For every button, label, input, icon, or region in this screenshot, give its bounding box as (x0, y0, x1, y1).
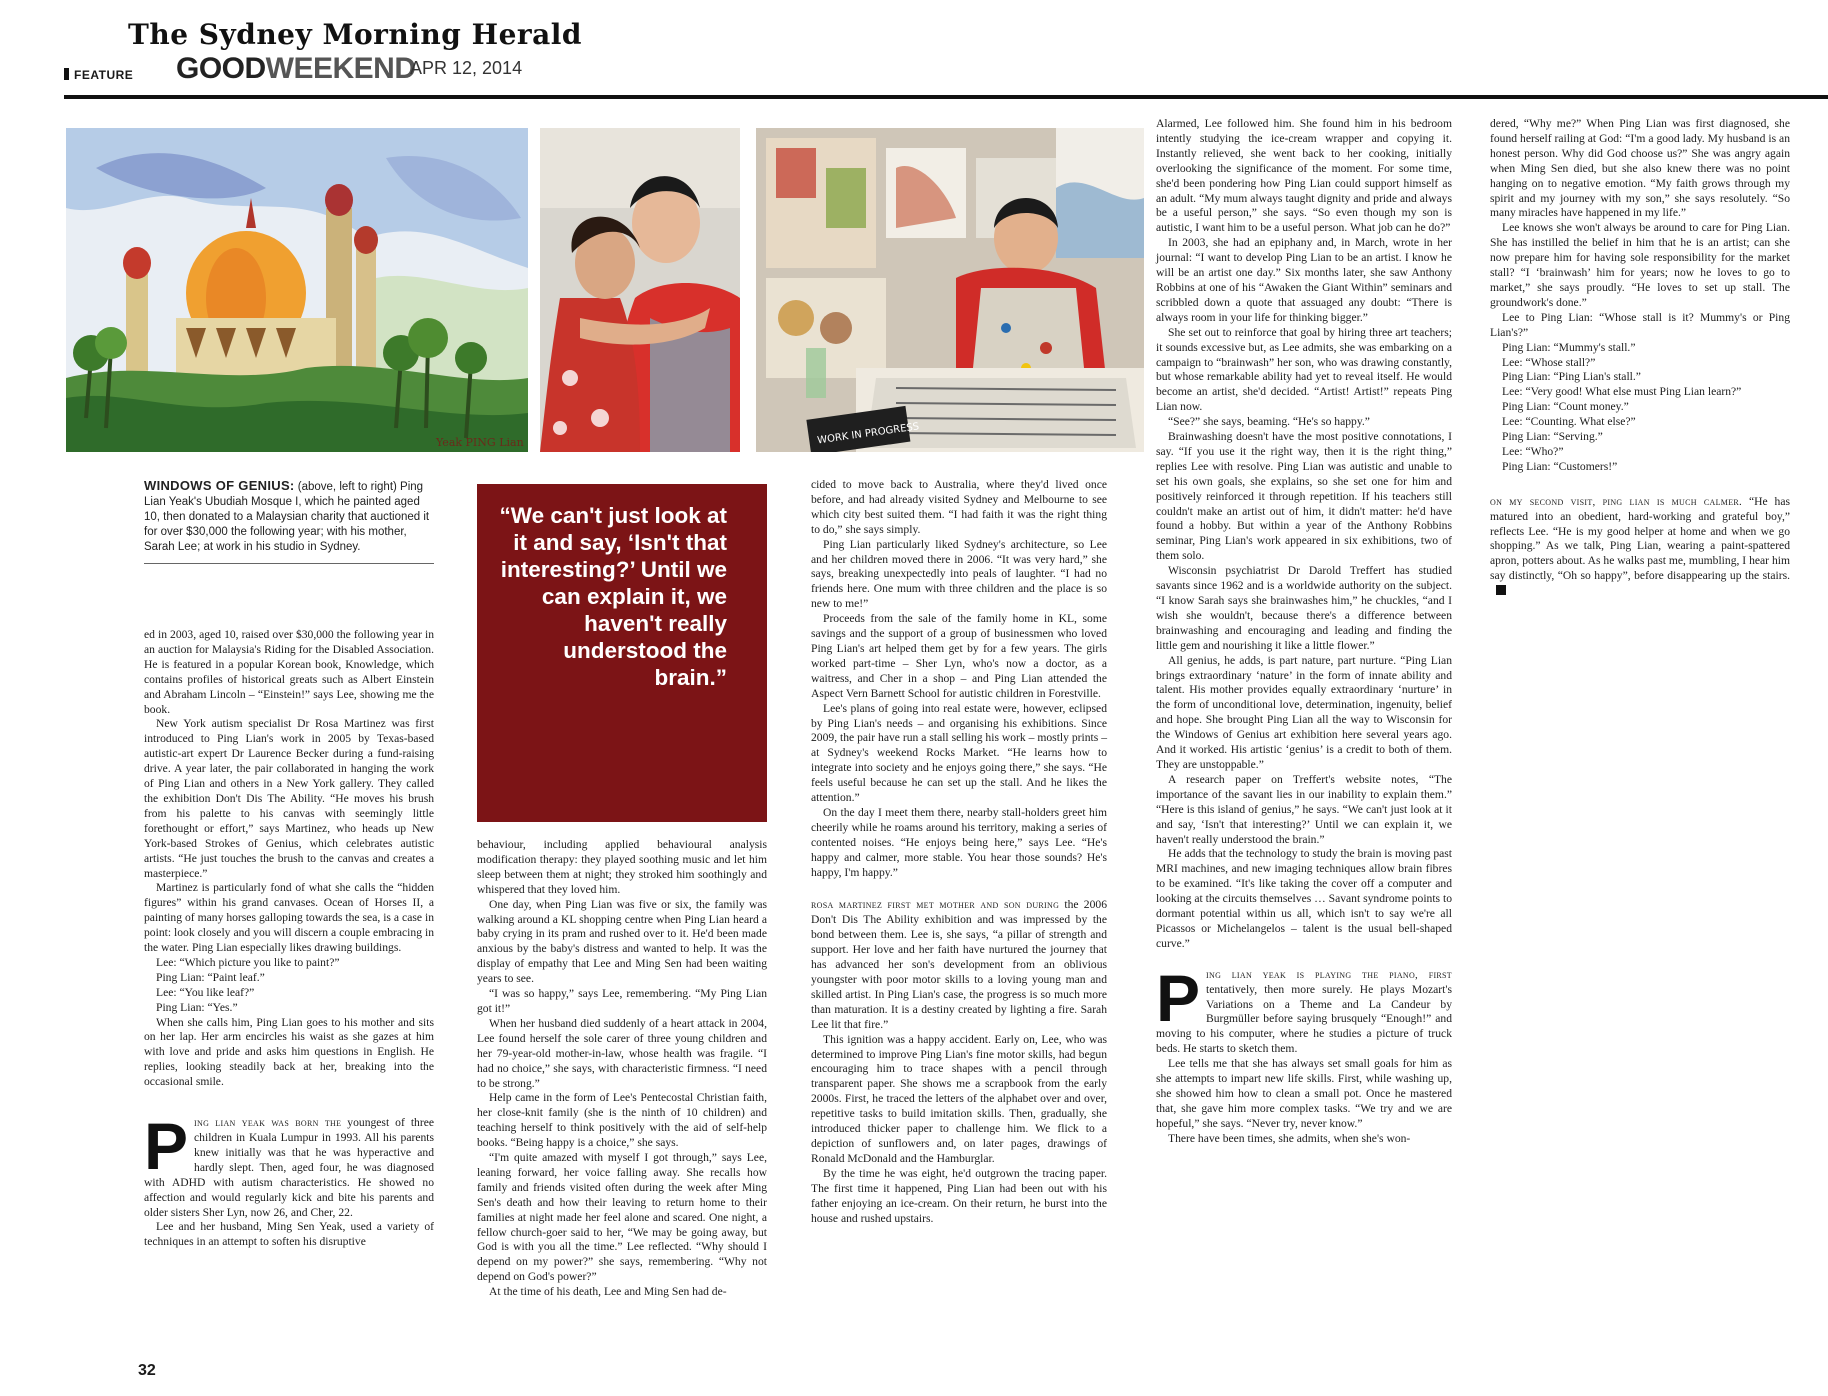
dialog-line: Ping Lian: “Customers!” (1502, 459, 1618, 473)
newspaper-masthead: The Sydney Morning Herald (128, 18, 582, 51)
col3-paragraph: Lee's plans of going into real estate were, however, eclipsed by Ping Lian's needs – and organising his exhibitions. Since 2009, the pair have run a stall selling his work – mostly prints – at Sydney's weekend Rocks Market. “He learns how to integrate into society and he enjoys going there,” she says. “He feels useful because he can set up the stall. And he likes the attention.” (811, 701, 1107, 805)
col4-paragraph: Brainwashing doesn't have the most positive connotations, I say. “If you use it the right way, then it is the right thing,” replies Lee with resolve. Ping Lian was autistic and unable to set his own goals, she explains, so she set one for him and positively reinforced it through repetition. If his teachers still couldn't make an artist out of him, it didn't matter: he'd have found a hobby. But within a year of the Anthony Robbins seminar, Ping Lian's work appeared in six exhibitions, two of them solo. (1156, 430, 1452, 563)
col2-paragraph: behaviour, including applied behavioural analysis modification therapy: they played soothing music and let him sleep between them at night; they stroked him soothingly and whispered that they loved him. (477, 838, 767, 896)
dialog-line: Lee: “Whose stall?” (1502, 355, 1596, 369)
magazine-logo-weekend: WEEKEND (265, 52, 416, 85)
col4-paragraph: There have been times, she admits, when she's won- (1168, 1131, 1411, 1145)
masthead-rule (64, 95, 1828, 99)
col4-paragraph: He adds that the technology to study the brain is moving past MRI machines, and new imaging techniques allow brain fibres to be examined. “It's like taking the cover off a computer and looking at the circuits themselves … Savant syndrome points to dormant potential within us all, which isn't to say we're all Picassos or Michelangelos – talent is the usual bell-shaped curve.” (1156, 847, 1452, 950)
photo-ubudiah-mosque-painting (66, 128, 528, 452)
dialog-line: Lee: “Who?” (1502, 444, 1564, 458)
dialog-line: Ping Lian: “Yes.” (156, 1000, 238, 1014)
page-number: 32 (138, 1362, 156, 1379)
article-column-3 (811, 478, 1107, 1226)
col5-paragraph: “He has matured into an obedient, hard-working and grateful boy,” reflects Lee. “He is my good helper at home and when we go shopping.” As we talk, Ping Lian, wearing a paint-spattered apron, potters about. As he walks past me, mumbling, I hear him say distinctly, “Oh so happy”, before disappearing up the stairs. (1490, 494, 1790, 583)
col4-paragraph: Alarmed, Lee followed him. She found him in his bedroom intently studying the ice-cream wrapper and copying it. Instantly relieved, she went back to her cooking, initially overlooking the significance of the moment. For some time, she'd been pondering how Ping Lian could support himself as an adult. “My mum always taught dignity and pride and always be a useful person,” she says. “So even though my son is autistic, I want him to be a useful person. What job can he do?” (1156, 117, 1452, 235)
section-lead-in: ing lian yeak is playing the piano, first (1206, 968, 1452, 981)
col3-paragraph: the 2006 Don't Dis The Ability exhibition and was impressed by the bond between them. Lee is, she says, “a pillar of strength and support. Her love and her faith have nurtured the journey that has advanced her son's development from an oblivious youngster with poor motor skills to a loving young man and skilled artist. In Ping Lian's case, the progress is so much more than maturation. It is a destiny created by lighting a fire. Sarah Lee lit that fire.” (811, 898, 1107, 1031)
caption-heading: WINDOWS OF GENIUS: (144, 478, 295, 493)
article-column-1 (144, 628, 434, 1250)
col4-paragraph: A research paper on Treffert's website notes, “The importance of the savant lies in our inability to explain them.” “Here is this island of genius,” he says. “We can't just look at it and say, ‘Isn't that interesting?’ Until we can explain it, we haven't really understood the brain.” (1156, 772, 1452, 846)
portrait-illustration (540, 128, 740, 452)
col3-paragraph: cided to move back to Australia, where they'd lived once before, and had already visited Sydney and Melbourne to see which city best suited them. “I had faith it was the right thing to do,” she says simply. (811, 478, 1107, 536)
pull-quote-box (477, 484, 767, 822)
section-opening (144, 1109, 434, 1220)
col2-paragraph: When her husband died suddenly of a heart attack in 2004, Lee found herself the sole carer of three young children and her 79-year-old mother-in-law, whose health was fragile. “I had no choice,” she says, with characteristic firmness. “I need to be strong.” (477, 1016, 767, 1090)
photo-caption (144, 478, 434, 555)
end-mark-icon (1496, 585, 1506, 595)
photo-artist-in-studio (756, 128, 1144, 452)
dialog-line: Lee: “Which picture you like to paint?” (156, 955, 340, 969)
col3-paragraph: Ping Lian particularly liked Sydney's architecture, so Lee and her children moved there in 2006. “It was very hard,” she says, breaking unexpectedly into peals of laughter. “I had no friends here. One mum with three children and the place is so new to me!” (811, 537, 1107, 611)
section-tag (64, 68, 133, 82)
col4-paragraph: tentatively, then more surely. He plays Mozart's Variations on a Theme and La Candeur by Burgmüller before saying brusquely “Enough!” and moving to his computer, where he studies a picture of truck beds. He starts to sketch them. (1156, 982, 1452, 1056)
col1-paragraph: New York autism specialist Dr Rosa Martinez was first introduced to Ping Lian's work in 2005 by Texas-based autistic-art expert Dr Laurence Becker during a fund-raising drive. A year later, the pair collaborated in hanging the work of Ping Lian and others in a New York gallery. They called the exhibition Don't Dis The Ability. “He moves his brush from his palette to his canvas with seemingly little forethought or effort,” says Martinez, who heads up New York-based Strokes of Genius, which celebrates autistic artists. “He just touches the brush to the canvas and creates a masterpiece.” (144, 717, 434, 880)
col1-paragraph: youngest of three children in Kuala Lumpur in 1993. All his parents knew initially was that he was hyperactive and hardly slept. Then, aged four, he was diagnosed with ADHD with autism characteristics. He showed no affection and would regularly kick and bite his parents and older sisters Sher Lyn, now 26, and Cher, 22. (144, 1116, 434, 1219)
col2-paragraph: “I'm quite amazed with myself I got through,” says Lee, leaning forward, her voice falling away. She recalls how family and friends visited often during the week after Ming Sen's death and how their leaving to return home to their families at night made her feel alone and scared. One night, a fellow church-goer said to her, “We may be going away, but God is with you all the time.” Lee reflected. “Why should I depend on my power?” she says, remembering. “Why not depend on God's power?” (477, 1151, 767, 1284)
section-lead-in: on my second visit, ping lian is much calmer. (1490, 495, 1743, 508)
col4-paragraph: Wisconsin psychiatrist Dr Darold Treffert has studied savants since 1962 and is a worldwide authority on the subject. “I know Sarah says she brainwashes him,” he chuckles, “and I wish she wouldn't, because there's a difference between brainwashing and encouraging and leading and finding the little gem and nourishing it like a little flower.” (1156, 564, 1452, 652)
article-column-4 (1156, 117, 1452, 1147)
article-column-5 (1490, 117, 1790, 599)
col3-paragraph: Proceeds from the sale of the family home in KL, some savings and the support of a group of businessmen who loved Ping Lian's art helped them get by for a few years. The girls worked part-time – Sher Lyn, who's now a doctor, as a waitress, and Cher in a shop – and Ping Lian attended the Aspect Vern Barnett School for autistic children in Forestville. (811, 612, 1107, 700)
painting-signature: Yeak PING Lian (436, 436, 524, 449)
dialog-line: Ping Lian: “Count money.” (1502, 400, 1629, 414)
section-square-icon (64, 68, 69, 80)
article-column-2 (477, 838, 767, 1300)
issue-date: APR 12, 2014 (410, 58, 523, 78)
caption-text: (above, left to right) Ping Lian Yeak's Ubudiah Mosque I, which he painted aged 10, then donated to a Malaysian charity that auctioned it for over $30,000 the following year; with his mother, Sarah Lee; at work in his studio in Sydney. (144, 481, 430, 553)
work-in-progress-sign: WORK IN PROGRESS (816, 421, 920, 447)
col4-paragraph: She set out to reinforce that goal by hiring three art teachers; it sounds excessive but, as Lee admits, she was embarking on a campaign to “brainwash” her son, who was drawing constantly, but whose remarkable ability had yet to reveal itself. He would become an artist, she'd decided. “Artist! Artist!” repeats Ping Lian now. (1156, 325, 1452, 414)
dialog-line: Ping Lian: “Ping Lian's stall.” (1502, 370, 1641, 384)
col5-paragraph: Lee knows she won't always be around to care for Ping Lian. She has instilled the belief in him that he is an artist; can she now prepare him for having sole responsibility for the market stall? “I ‘brainwash’ him for years; now he loves to go to market,” she says proudly. “He loves to set up stall. The groundwork's done.” (1490, 221, 1790, 309)
col2-paragraph: At the time of his death, Lee and Ming Sen had de- (489, 1285, 727, 1299)
drop-cap: P (144, 1109, 189, 1184)
caption-rule (144, 563, 434, 564)
col1-paragraph: ed in 2003, aged 10, raised over $30,000 the following year in an auction for Malaysia's Riding for the Disabled Association. He is featured in a popular Korean book, Knowledge, which contains profiles of historical greats such as Albert Einstein and Abraham Lincoln – “Einstein!” says Lee, showing me the book. (144, 628, 434, 716)
col4-paragraph: Lee tells me that she has always set small goals for him as she attempts to impart new life skills. First, while washing up, she showed him how to clean a small pot. Once he mastered that, she gave him more complex tasks. “We try and we are hopeful,” she says. “Never try, never know.” (1156, 1057, 1452, 1130)
col2-paragraph: One day, when Ping Lian was five or six, the family was walking around a KL shopping centre when Ping Lian heard a baby crying in its pram and rushed over to it. He'd been made anxious by the baby's distress and wanted to help. It was the display of empathy that Lee and Ming Sen had been waiting years to see. (477, 897, 767, 986)
col4-paragraph: In 2003, she had an epiphany and, in March, wrote in her journal: “I want to develop Ping Lian to be an artist. I know he will be an artist one day.” Six months later, she saw Anthony Robbins at one of his “Awaken the Giant Within” seminars and scribbled down a quote that assuaged any doubt: “There is always room in your life for thinking bigger.” (1156, 236, 1452, 324)
dialog-line: Ping Lian: “Serving.” (1502, 430, 1603, 444)
magazine-logo-good: GOOD (176, 52, 266, 85)
section-label: FEATURE (74, 68, 134, 82)
dialog-line: Ping Lian: “Paint leaf.” (156, 970, 265, 984)
col3-paragraph: This ignition was a happy accident. Early on, Lee, who was determined to improve Ping Lian's fine motor skills, had begun encouraging him to trace shapes with a pencil through transparent paper. She shows me a scrapbook from the early 2000s. First, he traced the letters of the alphabet over and over, repetitive tasks to build imitation skills. Then, gradually, she introduced thicker paper to challenge him. We flick to a depiction of sunflowers and, on later pages, drawings of Ronald McDonald and the Hamburglar. (811, 1032, 1107, 1165)
dialog-line: Lee: “Counting. What else?” (1502, 415, 1636, 429)
drop-cap: P (1156, 960, 1201, 1035)
section-lead-in: ing lian yeak was born the (194, 1117, 342, 1130)
photo-mother-and-son (540, 128, 740, 452)
col4-paragraph: All genius, he adds, is part nature, part nurture. “Ping Lian brings extraordinary ‘nature’ in the form of innate ability and talent. His mother provides equally extraordinary ‘nurture’ in the form of unconditional love, determination, ingenuity, belief and hope. She brought Ping Lian all the way to Wisconsin for the Windows of Genius art exhibition here several years ago. And it worked. His artistic ‘genius’ is a credit to both of them. They are unstoppable.” (1156, 653, 1452, 771)
col1-paragraph: When she calls him, Ping Lian goes to his mother and sits on her lap. Her arm encircles his waist as she gazes at him with love and pride and asks him questions in English. He replies, looking steadily back at her, breaking into the occasional smile. (144, 1015, 434, 1089)
col3-paragraph: On the day I meet them there, nearby stall-holders greet him cheerily while he roams around his territory, making a series of contented noises. “He enjoys being here,” says Lee. “He's happy and calmer, more stable. You hear those sounds? He's happy, I'm happy.” (811, 805, 1107, 879)
col1-paragraph: Martinez is particularly fond of what she calls the “hidden figures” within his grand canvases. Ocean of Horses II, a painting of many horses galloping towards the sea, is a case in point: look closely and you will discern a couple embracing in the water. Ping Lian especially likes drawing buildings. (144, 881, 434, 955)
dialog-line: Ping Lian: “Mummy's stall.” (1502, 340, 1636, 354)
section-lead-in: rosa martinez first met mother and son during (811, 899, 1060, 912)
dialog-line: Lee: “You like leaf?” (156, 985, 255, 999)
col2-paragraph: Help came in the form of Lee's Pentecostal Christian faith, her close-knit family (she is the ninth of 10 children) and teaching herself to think positively with the aid of self-help books. “Being happy is a choice,” she says. (477, 1091, 767, 1150)
pull-quote: “We can't just look at it and say, ‘Isn't that interesting?’ Until we can explain it, we haven't really understood the brain.” (499, 503, 727, 690)
col1-paragraph: Lee and her husband, Ming Sen Yeak, used a variety of techniques in an attempt to soften his disruptive (144, 1220, 434, 1249)
col5-paragraph: dered, “Why me?” When Ping Lian was first diagnosed, she found herself railing at God: “I'm a good lady. My husband is an honest person. Why did God choose us?” She was angry again when Ming Sen died, but she also knew there was no point hanging on to negative emotion. “My faith grows through my spirit and my journey with my son,” she says resolutely. “So many miracles have happened in my life.” (1490, 117, 1790, 220)
magazine-logo (176, 52, 416, 86)
section-opening (811, 898, 1107, 1032)
col2-paragraph: “I was so happy,” says Lee, remembering. “My Ping Lian got it!” (477, 987, 767, 1015)
col3-paragraph: By the time he was eight, he'd outgrown the tracing paper. The first time it happened, Ping Lian had been out with his father enjoying an ice-cream. On their return, he burst into the house and rushed upstairs. (811, 1166, 1107, 1225)
dialog-line: Lee: “Very good! What else must Ping Lian learn?” (1502, 385, 1742, 399)
studio-illustration (756, 128, 1144, 452)
section-opening (1490, 495, 1790, 599)
col4-paragraph: “See?” she says, beaming. “He's so happy.” (1168, 415, 1370, 429)
section-opening (1156, 960, 1452, 1057)
painting-illustration (66, 128, 528, 452)
col5-paragraph: Lee to Ping Lian: “Whose stall is it? Mummy's or Ping Lian's?” (1490, 310, 1790, 339)
